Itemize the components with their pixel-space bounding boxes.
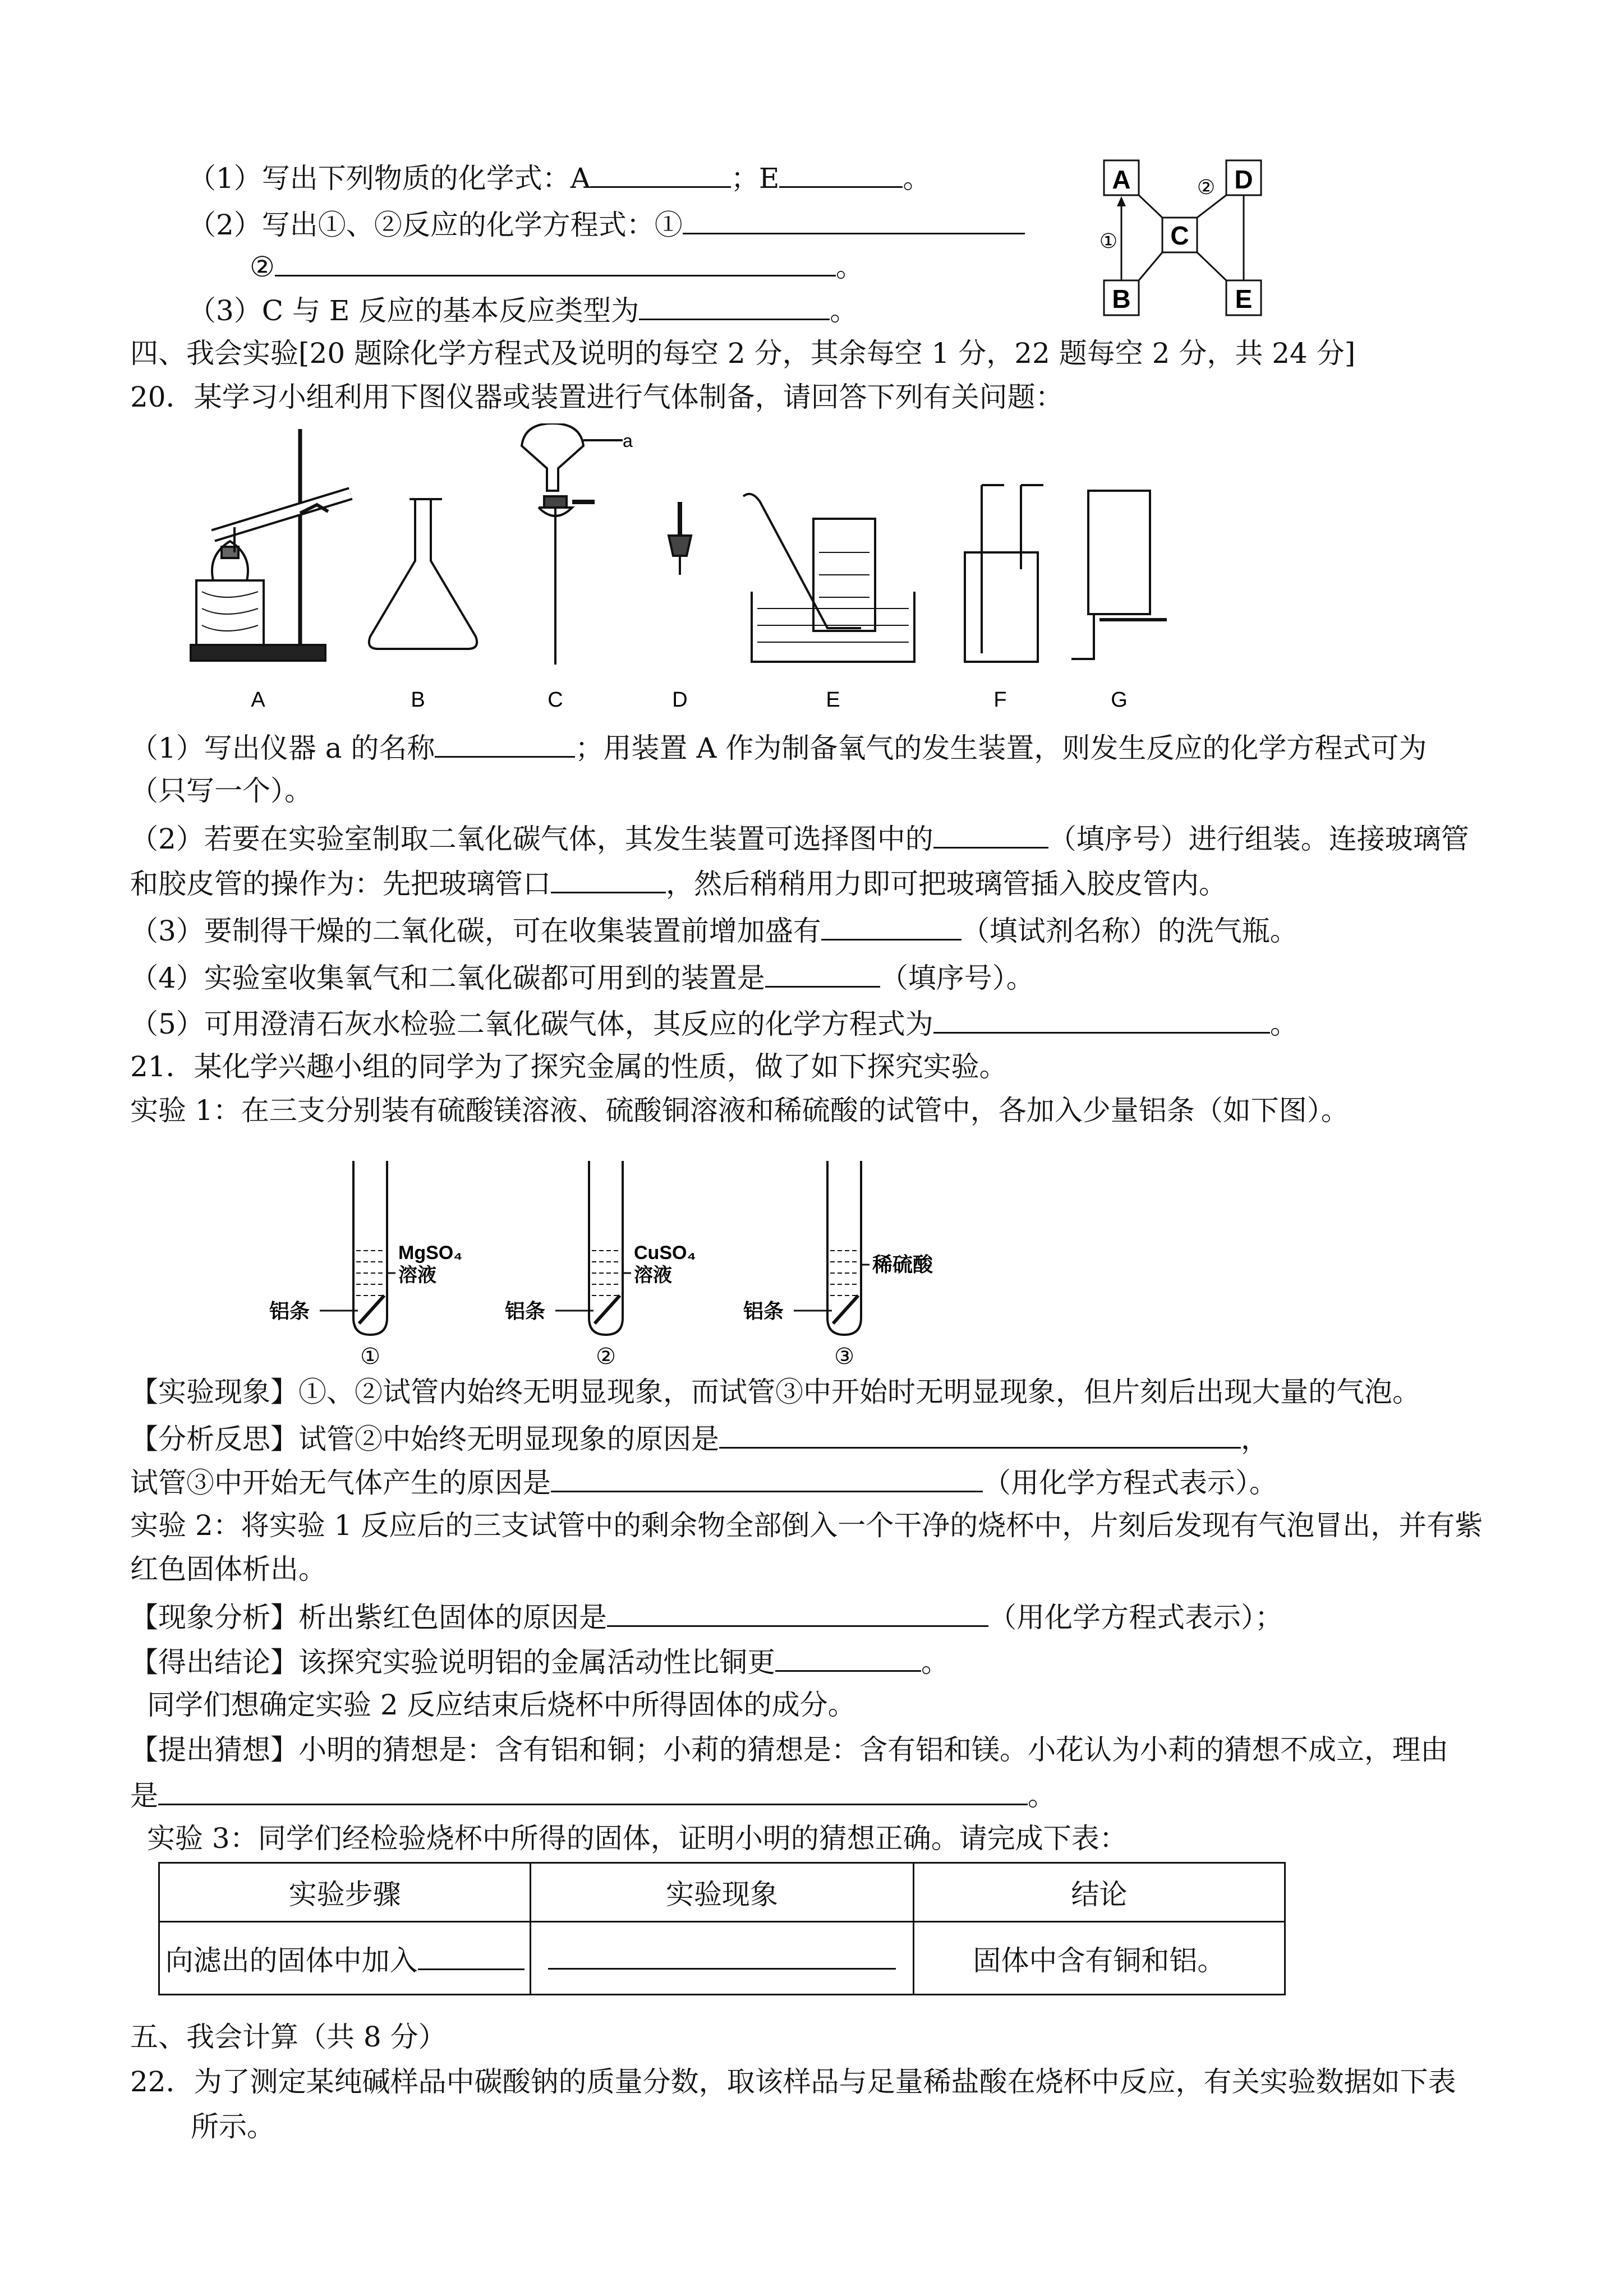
tube3-strip-label: 铝条	[743, 1299, 784, 1322]
test-tubes-figure	[264, 1155, 1010, 1371]
tube-1	[320, 1161, 395, 1335]
tube1-solution-2: 溶液	[398, 1265, 436, 1286]
q21-analysis: 【现象分析】析出紫红色固体的原因是 （用化学方程式表示）；	[130, 1597, 1283, 1635]
q20-part5: （5）可用澄清石灰水检验二氧化碳气体，其反应的化学方程式为 。	[130, 1004, 1298, 1042]
q21-reflect-line2: 试管③中开始无气体产生的原因是 （用化学方程式表示）。	[130, 1463, 1277, 1501]
answer-blank[interactable]	[775, 1642, 921, 1672]
apparatus-F	[965, 485, 1043, 662]
q19-part2: （2）写出①、②反应的化学方程式：①	[188, 205, 1025, 243]
q21-conclusion: 【得出结论】该探究实验说明铝的金属活动性比铜更 。	[130, 1642, 949, 1680]
table-header: 结论	[913, 1863, 1285, 1922]
tube2-solution-2: 溶液	[634, 1265, 672, 1286]
tube3-solution: 稀硫酸	[872, 1253, 933, 1276]
tube3-number: ③	[834, 1344, 854, 1368]
answer-blank[interactable]	[779, 158, 903, 188]
apparatus-E	[743, 494, 914, 662]
q21-guess-line2: 是 。	[130, 1776, 1056, 1814]
q21-exp1: 实验 1：在三支分别装有硫酸镁溶液、硫酸铜溶液和稀硫酸的试管中，各加入少量铝条（如下图）。	[130, 1094, 1349, 1127]
label-D: D	[1234, 165, 1253, 194]
label-instrument-a: a	[623, 431, 633, 451]
apparatus-svg	[180, 423, 1178, 715]
q21-reflect: 【分析反思】试管②中始终无明显现象的原因是 ，	[130, 1419, 1269, 1457]
section4-heading: 四、我会实验[20 题除化学方程式及说明的每空 2 分，其余每空 1 分，22 题每空 2 分，共 24 分]	[130, 337, 1356, 370]
answer-blank[interactable]	[435, 728, 575, 758]
q20-part3: （3）要制得干燥的二氧化碳，可在收集装置前增加盛有 （填试剂名称）的洗气瓶。	[130, 911, 1298, 949]
q21-exp2-line2: 红色固体析出。	[130, 1553, 326, 1585]
table-header: 实验现象	[531, 1863, 913, 1922]
tube1-solution: MgSO₄	[398, 1242, 463, 1264]
label-F: F	[993, 688, 1007, 712]
apparatus-B	[369, 499, 477, 649]
answer-blank[interactable]	[551, 864, 666, 893]
q19-part2-line2: ② 。	[250, 247, 864, 285]
tube1-strip-label: 铝条	[269, 1299, 310, 1322]
answer-blank[interactable]	[933, 1004, 1270, 1034]
q21-phenomenon: 【实验现象】①、②试管内始终无明显现象，而试管③中开始时无明显现象，但片刻后出现大量的气泡。	[130, 1376, 1420, 1408]
answer-blank[interactable]	[275, 247, 836, 276]
tube2-number: ②	[596, 1344, 616, 1368]
label-G: G	[1111, 688, 1128, 712]
q22-line1: 22．为了测定某纯碱样品中碳酸钠的质量分数，取该样品与足量稀盐酸在烧杯中反应，有关实验数据如下表	[130, 2066, 1456, 2098]
apparatus-D	[669, 502, 691, 575]
answer-blank[interactable]	[548, 1940, 896, 1970]
q20-part2: （2）若要在实验室制取二氧化碳气体，其发生装置可选择图中的 （填序号）进行组装。连接玻璃管	[130, 819, 1469, 857]
q21-guess: 【提出猜想】小明的猜想是：含有铝和铜；小莉的猜想是：含有铝和镁。小花认为小莉的猜想不成立，理由	[130, 1733, 1448, 1766]
q21-exp3: 实验 3：同学们经检验烧杯中所得的固体，证明小明的猜想正确。请完成下表：	[147, 1822, 1128, 1855]
q21-stem: 21．某化学兴趣小组的同学为了探究金属的性质，做了如下探究实验。	[130, 1050, 1007, 1083]
q20-part1-line2: （只写一个）。	[130, 774, 312, 807]
answer-blank[interactable]	[639, 291, 830, 320]
apparatus-C	[522, 423, 606, 665]
table-row	[159, 1922, 1285, 1995]
label-D: D	[672, 688, 688, 712]
apparatus-G	[1071, 491, 1167, 659]
answer-blank[interactable]	[158, 1776, 1028, 1805]
label-A: A	[251, 688, 265, 712]
q21-exp2: 实验 2：将实验 1 反应后的三支试管中的剩余物全部倒入一个干净的烧杯中，片刻后发现有气泡冒出，并有紫	[130, 1509, 1483, 1542]
q21-want: 同学们想确定实验 2 反应结束后烧杯中所得固体的成分。	[147, 1689, 856, 1721]
q20-part4: （4）实验室收集氧气和二氧化碳都可用到的装置是 （填序号）。	[130, 958, 1034, 996]
arrow-head-icon	[1117, 196, 1126, 206]
q19-part3: （3）C 与 E 反应的基本反应类型为 。	[188, 291, 858, 329]
tube2-strip-label: 铝条	[505, 1299, 546, 1322]
answer-blank[interactable]	[418, 1940, 525, 1970]
answer-blank[interactable]	[765, 958, 880, 988]
relation-diagram	[1094, 151, 1279, 328]
tube1-number: ①	[360, 1344, 380, 1368]
apparatus-A	[191, 429, 351, 661]
answer-blank[interactable]	[551, 1463, 983, 1492]
label-C: C	[1170, 221, 1189, 250]
relation-diagram-svg	[1094, 151, 1279, 325]
table-cell-phenomenon	[531, 1922, 913, 1995]
answer-blank[interactable]	[591, 158, 731, 188]
q19-part1: （1）写出下列物质的化学式：A ；E 。	[188, 158, 931, 196]
tube-2	[555, 1161, 631, 1335]
table-cell-conclusion: 固体中含有铜和铝。	[913, 1922, 1285, 1995]
answer-blank[interactable]	[821, 911, 961, 940]
q20-stem: 20．某学习小组利用下图仪器或装置进行气体制备，请回答下列有关问题：	[130, 381, 1064, 413]
answer-blank[interactable]	[683, 205, 1025, 234]
mark-2: ②	[1197, 176, 1216, 199]
label-C: C	[548, 688, 563, 712]
tube2-solution: CuSO₄	[634, 1242, 696, 1264]
table-header: 实验步骤	[159, 1863, 531, 1922]
label-B: B	[411, 688, 425, 712]
test-tubes-svg	[264, 1155, 1010, 1368]
table-header-row	[159, 1863, 1285, 1922]
q20-part2-line2: 和胶皮管的操作为：先把玻璃管口 ，然后稍稍用力即可把玻璃管插入胶皮管内。	[130, 864, 1227, 902]
label-E: E	[1235, 284, 1253, 313]
answer-blank[interactable]	[607, 1597, 988, 1627]
label-E: E	[826, 688, 840, 712]
experiment-table	[158, 1862, 1286, 1995]
label-B: B	[1112, 284, 1131, 313]
table-cell-step: 向滤出的固体中加入	[159, 1922, 531, 1995]
q22-line2: 所示。	[191, 2110, 275, 2143]
label-A: A	[1112, 165, 1131, 194]
answer-blank[interactable]	[719, 1419, 1241, 1449]
apparatus-figure	[180, 423, 1178, 717]
section5-heading: 五、我会计算（共 8 分）	[130, 2021, 447, 2053]
mark-1: ①	[1099, 229, 1118, 252]
q20-part1: （1）写出仪器 a 的名称 ；用装置 A 作为制备氧气的发生装置，则发生反应的化学方程式可为	[130, 728, 1427, 766]
answer-blank[interactable]	[933, 819, 1048, 849]
tube-3	[794, 1161, 869, 1335]
